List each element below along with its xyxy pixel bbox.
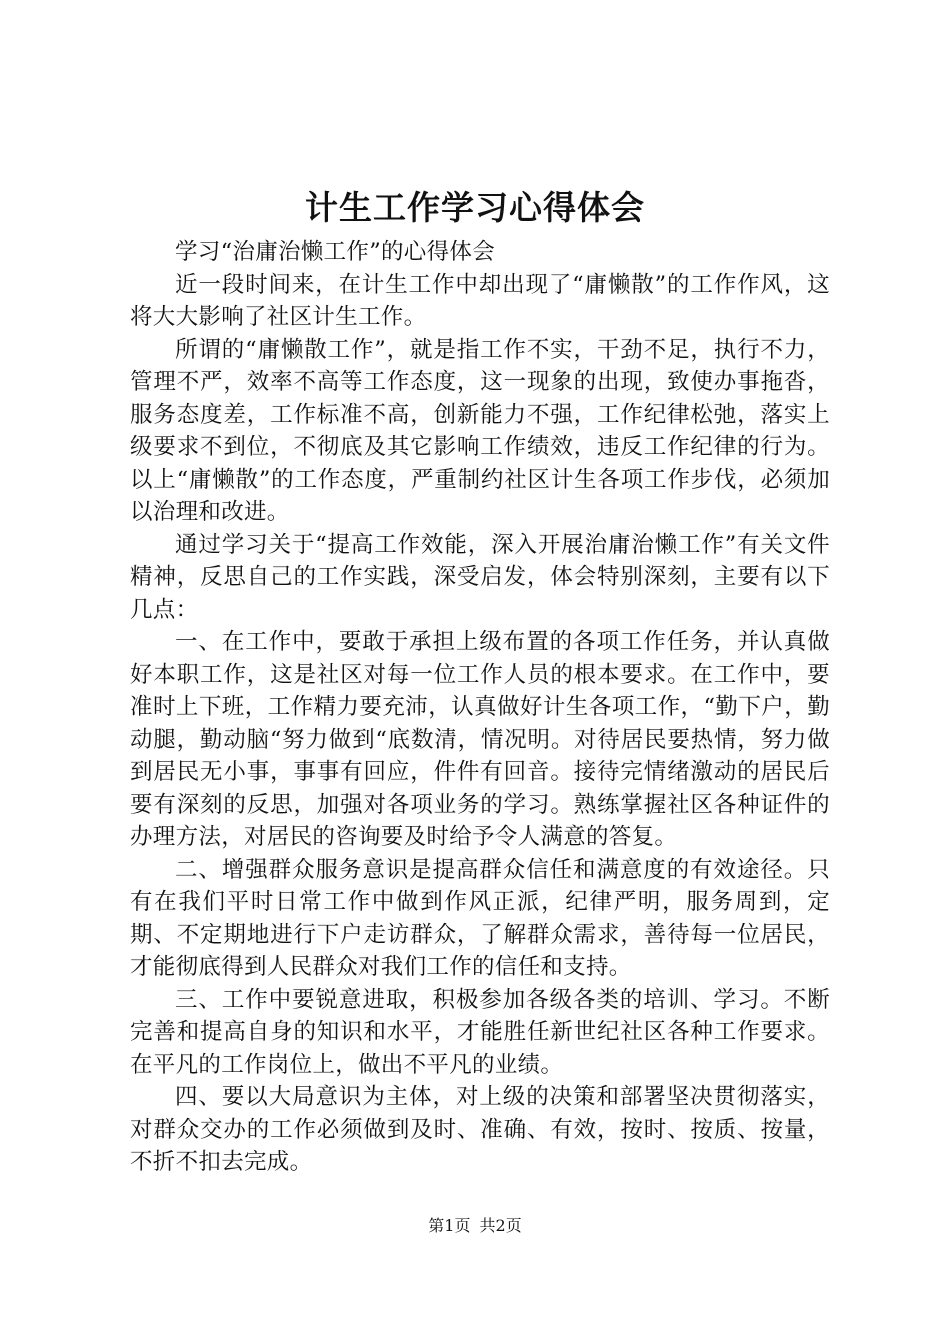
page-number: 第1页 — [428, 1216, 471, 1235]
document-title: 计生工作学习心得体会 — [305, 188, 645, 227]
document-body — [130, 236, 830, 1179]
page-footer — [0, 1214, 950, 1238]
paragraph-definition: 所谓的“庸懒散工作”，就是指工作不实，干劲不足，执行不力，管理不严，效率不高等工作态度，这一现象的出现，致使办事拖沓，服务态度差，工作标准不高，创新能力不强，工作纪律松弛，落实上级要求不到位，不彻底及其它影响工作绩效，违反工作纪律的行为。以上“庸懒散”的工作态度，严重制约社区计生各项工作步伐，必须加以治理和改进。 — [130, 336, 830, 525]
paragraph-point-three: 三、工作中要锐意进取，积极参加各级各类的培训、学习。不断完善和提高自身的知识和水平，才能胜任新世纪社区各种工作要求。在平凡的工作岗位上，做出不平凡的业绩。 — [130, 986, 830, 1078]
paragraph-subtitle: 学习“治庸治懒工作”的心得体会 — [175, 239, 496, 265]
paragraph-reflection: 通过学习关于“提高工作效能，深入开展治庸治懒工作”有关文件精神，反思自己的工作实践，深受启发，体会特别深刻，主要有以下几点： — [130, 531, 830, 623]
paragraph-point-one: 一、在工作中，要敢于承担上级布置的各项工作任务，并认真做好本职工作，这是社区对每一位工作人员的根本要求。在工作中，要准时上下班，工作精力要充沛，认真做好计生各项工作，“勤下户，勤动腿，勤动脑“努力做到“底数清，情况明。对待居民要热情，努力做到居民无小事，事事有回应，件件有回音。接待完情绪激动的居民后要有深刻的反思，加强对各项业务的学习。熟练掌握社区各种证件的办理方法，对居民的咨询要及时给予令人满意的答复。 — [130, 629, 830, 850]
paragraph-point-two: 二、增强群众服务意识是提高群众信任和满意度的有效途径。只有在我们平时日常工作中做到作风正派，纪律严明，服务周到，定期、不定期地进行下户走访群众，了解群众需求，善待每一位居民，才能彻底得到人民群众对我们工作的信任和支持。 — [130, 856, 830, 980]
paragraph-point-four: 四、要以大局意识为主体，对上级的决策和部署坚决贯彻落实，对群众交办的工作必须做到及时、准确、有效，按时、按质、按量，不折不扣去完成。 — [130, 1084, 830, 1175]
page-total: 共2页 — [479, 1216, 522, 1235]
paragraph-intro: 近一段时间来，在计生工作中却出现了“庸懒散”的工作作风，这将大大影响了社区计生工作。 — [130, 271, 830, 330]
